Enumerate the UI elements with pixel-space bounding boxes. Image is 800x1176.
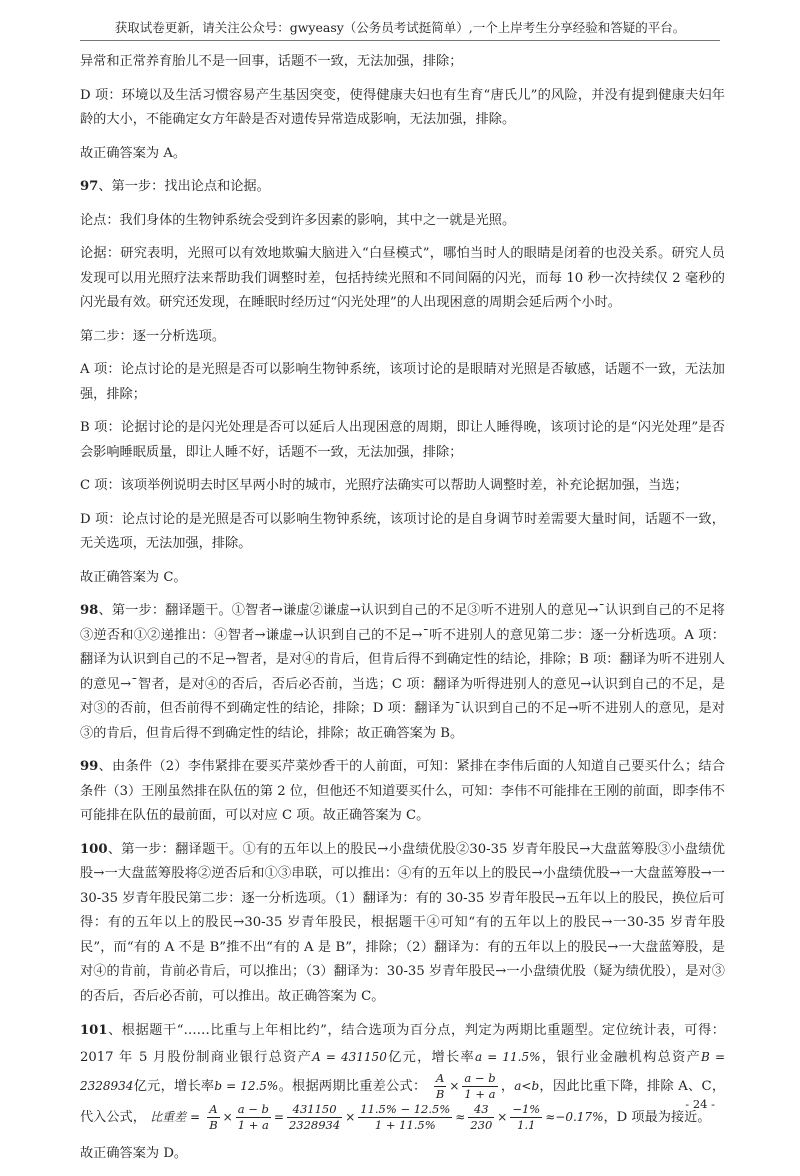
fraction: $\frac{43}{230}$: [470, 1102, 493, 1132]
question-number: 97: [80, 179, 99, 194]
fraction: $\frac{a - b}{1 + a}$: [464, 1071, 496, 1101]
formula-result: −0.17%: [555, 1110, 604, 1124]
fraction: $\frac{a - b}{1 + a}$: [237, 1102, 269, 1132]
formula-A: A = 431150: [312, 1050, 387, 1064]
question-98: 98、第一步：翻译题干。①智者→谦虚②谦虚→认识到自己的不足③听不进别人的意见→¯认识到自己的不足将③逆否和①②递推出：④智者→谦虚→认识到自己的不足→¯听不进别人的意见第二步：逐一分析选项。A 项：翻译为认识到自己的不足→智者，是对④的肯后，但肯后得不到确定性的结论，排除；B 项：翻译为听不进别人的意见→¯智者，是对④的否后，否后必否前，当选；C 项：翻译为听得进别人的意见→认识到自己的不足，是对③的否前，但否前得不到确定性的结论，排除；D 项：翻译为¯认识到自己的不足→听不进别人的意见，是对③的肯后，但肯后得不到确定性的结论，排除；故正确答案为 B。: [80, 603, 725, 741]
page-header: 获取试卷更新，请关注公众号：gwyeasy（公务员考试挺简单）,一个上岸考生分享经验和答疑的平台。: [114, 20, 686, 35]
question-97: 97、第一步：找出论点和论据。: [80, 179, 270, 194]
fraction: $\frac{11.5\% - 12.5\%}{1 + 11.5\%}$: [360, 1102, 451, 1132]
paragraph: 第二步：逐一分析选项。: [80, 328, 226, 344]
paragraph: C 项：该项举例说明去时区早两小时的城市，光照疗法确实可以帮助人调整时差，补充论据加强，当选；: [80, 478, 688, 493]
paragraph: A 项：论点讨论的是光照是否可以影响生物钟系统，该项讨论的是眼睛对光照是否敏感，话题不一致，无法加强，排除；: [80, 362, 725, 402]
formula-a: a = 11.5%: [474, 1050, 541, 1064]
paragraph: B 项：论据讨论的是闪光处理是否可以延后人出现困意的周期，即让人睡得晚，该项讨论的是“闪光处理”是否会影响睡眠质量，即让人睡不好，话题不一致，无法加强，排除；: [80, 420, 725, 460]
fraction: $\frac{431150}{2328934}$: [288, 1102, 341, 1132]
paragraph: 故正确答案为 C。: [80, 569, 187, 585]
paragraph: 论点：我们身体的生物钟系统会受到许多因素的影响，其中之一就是光照。: [80, 212, 516, 228]
question-number: 98: [80, 603, 99, 618]
fraction: $\frac{A}{B}$: [209, 1102, 218, 1132]
question-number: 100: [80, 841, 108, 857]
paragraph: 故正确答案为 A。: [80, 145, 187, 161]
paragraph: D 项：论点讨论的是光照是否可以影响生物钟系统，该项讨论的是自身调节时差需要大量时间，话题不一致，无关选项，无法加强，排除。: [80, 511, 725, 551]
fraction: $\frac{A}{B}$: [435, 1071, 445, 1101]
handwritten-label: 比重差 =: [150, 1110, 201, 1124]
formula-B: B = 2328934: [80, 1050, 726, 1093]
question-100: 100、第一步：翻译题干。①有的五年以上的股民→小盘绩优股②30-35 岁青年股民→大盘蓝筹股③小盘绩优股→一大盘蓝筹股将②逆否后和①③串联，可以推出：④有的五年以上的股民→小盘绩优股→一大盘蓝筹股→一30-35 岁青年股民第二步：逐一分析选项。（1）翻译为：有的 30-35 岁青年股民→五年以上的股民，换位后可得：有的五年以上的股民→30-35 岁青年股民，根据题干④可知“有的五年以上的股民→一30-35 岁青年股民”，而“有的 A 不是 B”推不出“有的 A 是 B”，排除；（2）翻译为：有的五年以上的股民→一大盘蓝筹股，是对④的肯前，肯前必肯后，可以推出；（3）翻译为：30-35 岁青年股民→一小盘绩优股（疑为绩优股），是对③的否后，否后必否前，可以推出。故正确答案为 C。: [80, 841, 725, 1004]
header-rule: [80, 40, 720, 41]
question-number: 101: [80, 1023, 108, 1038]
paragraph: 异常和正常养育胎儿不是一回事，话题不一致，无法加强，排除；: [80, 54, 463, 69]
page-number: - 24 -: [685, 1097, 715, 1111]
paragraph: 论据：研究表明，光照可以有效地欺骗大脑进入“白昼模式”，哪怕当时人的眼睛是闭着的也没关系。研究人员发现可以用光照疗法来帮助我们调整时差，包括持续光照和不同间隔的闪光，而每 10 秒一次持续仅 2 毫秒的闪光最有效。研究还发现，在睡眠时经历过“闪光处理”的人出现困意的周期会延后两个小时。: [80, 246, 725, 310]
document-body: [80, 50, 725, 1176]
question-101: 101、根据题干“……比重与上年相比约”，结合选项为百分点，判定为两期比重题型。定位统计表，可得：2017 年 5 月股份制商业银行总资产A = 431150亿元，增长率a = 11.5%，银行业金融机构总资产B = 2328934亿元，增长率b = 12.5%。根据两期比重差公式： $\frac{A}{B}$ × $\frac{a - b}{1 + a}$ ，a<b，因此比重下降，排除 A、C，代入公式， 比重差 = $\frac{A}{B}$ × $\frac{a - b}{1 + a}$ = $\frac{431150}{2328934}$ × $\frac{11.5\% - 12.5\%}{1 + 11.5\%}$ ≈ $\frac{43}{230}$ × $\frac{-1\%}{1.1}$ ≈−0.17%，D 项最为接近。: [80, 1023, 726, 1132]
paragraph: D 项：环境以及生活习惯容易产生基因突变，使得健康夫妇也有生育“唐氏儿”的风险，并没有提到健康夫妇年龄的大小，不能确定女方年龄是否对遗传异常造成影响，无法加强，排除。: [80, 87, 725, 127]
formula-b: b = 12.5%: [214, 1079, 279, 1093]
question-number: 99: [80, 759, 99, 774]
paragraph: 故正确答案为 D。: [80, 1146, 188, 1161]
question-99: 99、由条件（2）李伟紧排在要买芹菜炒香干的人前面，可知：紧排在李伟后面的人知道自己要买什么；结合条件（3）王刚虽然排在队伍的第 2 位，但他还不知道要买什么，可知：李伟不可能排在王刚的前面，即李伟不可能排在队伍的最前面，可以对应 C 项。故正确答案为 C。: [80, 759, 725, 823]
fraction: $\frac{-1\%}{1.1}$: [512, 1102, 541, 1132]
